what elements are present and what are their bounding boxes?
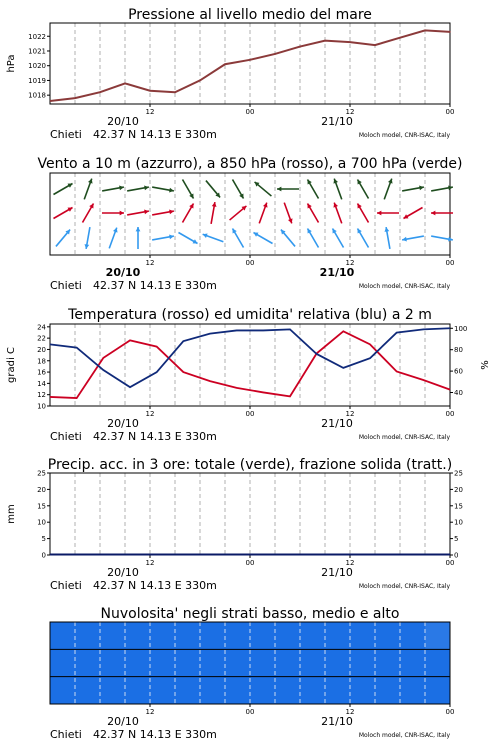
panel-wind bbox=[37, 156, 462, 292]
wind-arrow bbox=[308, 179, 319, 198]
cloud-cell bbox=[400, 677, 425, 704]
pressure-point bbox=[224, 63, 226, 65]
pressure-point bbox=[74, 97, 76, 99]
location-name: Chieti bbox=[50, 430, 82, 443]
cloud-cell bbox=[325, 677, 350, 704]
wind-arrow bbox=[102, 185, 124, 190]
x-tick-label: 12 bbox=[145, 410, 155, 418]
y-tick-label: 20 bbox=[37, 345, 46, 354]
y-tick-label: 1021 bbox=[28, 47, 46, 56]
plot-frame bbox=[50, 473, 450, 555]
wind-arrow bbox=[358, 228, 369, 247]
wind-arrow bbox=[358, 179, 369, 198]
cloud-cell bbox=[200, 622, 225, 649]
cloud-cell bbox=[275, 677, 300, 704]
wind-arrow bbox=[277, 187, 299, 192]
y-tick-label: 5 bbox=[41, 535, 46, 544]
wind-arrow bbox=[384, 179, 392, 200]
x-tick-label: 12 bbox=[145, 559, 155, 567]
wind-arrow bbox=[53, 208, 72, 219]
pressure-point bbox=[274, 53, 276, 55]
cloud-cell bbox=[400, 622, 425, 649]
y-right-tick-label: 60 bbox=[454, 367, 463, 376]
y-tick-label: 22 bbox=[37, 334, 46, 343]
y-right-tick-label: 5 bbox=[454, 535, 459, 544]
y-tick-label: 25 bbox=[37, 469, 46, 478]
pressure-point bbox=[149, 90, 151, 92]
cloud-cell bbox=[75, 622, 100, 649]
y-tick-label: 24 bbox=[37, 323, 46, 332]
date-label: 20/10 bbox=[107, 566, 139, 579]
wind-arrow bbox=[152, 187, 174, 192]
y-right-tick-label: 10 bbox=[454, 518, 463, 527]
y-tick-label: 15 bbox=[37, 502, 46, 511]
date-label: 20/10 bbox=[107, 715, 139, 728]
wind-arrow bbox=[358, 203, 369, 222]
x-tick-label: 12 bbox=[145, 708, 155, 716]
date-label: 21/10 bbox=[319, 266, 355, 279]
y-right-tick-label: 0 bbox=[454, 551, 459, 560]
y-right-tick-label: 15 bbox=[454, 502, 463, 511]
pressure-point bbox=[174, 91, 176, 93]
pressure-point bbox=[374, 44, 376, 46]
x-tick-label: 00 bbox=[245, 108, 255, 116]
y-tick-label: 12 bbox=[37, 391, 46, 400]
pressure-point bbox=[124, 83, 126, 85]
wind-arrow bbox=[333, 179, 341, 200]
y-axis-label: gradi C bbox=[6, 347, 17, 383]
cloud-cell bbox=[425, 622, 450, 649]
model-credit: Moloch model, CNR-ISAC, Italy bbox=[358, 434, 450, 441]
cloud-cell bbox=[275, 622, 300, 649]
wind-arrow bbox=[377, 211, 399, 216]
location-coords: 42.37 N 14.13 E 330m bbox=[93, 279, 217, 292]
panel-temp_rh bbox=[6, 307, 491, 443]
model-credit: Moloch model, CNR-ISAC, Italy bbox=[358, 732, 450, 739]
pressure-point bbox=[99, 91, 101, 93]
x-tick-label: 12 bbox=[345, 259, 355, 267]
y-tick-label: 0 bbox=[41, 551, 46, 560]
location-coords: 42.37 N 14.13 E 330m bbox=[93, 728, 217, 741]
cloud-cell bbox=[225, 677, 250, 704]
cloud-cell bbox=[325, 622, 350, 649]
model-credit: Moloch model, CNR-ISAC, Italy bbox=[358, 583, 450, 590]
wind-arrow bbox=[152, 209, 174, 214]
y-right-tick-label: 40 bbox=[454, 389, 463, 398]
cloud-cell bbox=[125, 649, 150, 676]
cloud-cell bbox=[350, 622, 375, 649]
date-label: 21/10 bbox=[321, 115, 353, 128]
location-name: Chieti bbox=[50, 579, 82, 592]
y-tick-label: 1020 bbox=[28, 62, 46, 71]
date-label: 21/10 bbox=[321, 715, 353, 728]
wind-arrow bbox=[127, 209, 149, 214]
wind-arrow bbox=[102, 211, 124, 216]
location-name: Chieti bbox=[50, 128, 82, 141]
wind-arrow bbox=[56, 230, 70, 247]
cloud-cell bbox=[125, 622, 150, 649]
y-axis-label: mm bbox=[6, 504, 17, 524]
cloud-cell bbox=[100, 649, 125, 676]
location-name: Chieti bbox=[50, 279, 82, 292]
cloud-cell bbox=[100, 622, 125, 649]
cloud-cell bbox=[200, 677, 225, 704]
wind-arrow-head bbox=[277, 187, 281, 192]
cloud-cell bbox=[250, 622, 275, 649]
location-coords: 42.37 N 14.13 E 330m bbox=[93, 128, 217, 141]
cloud-cell bbox=[175, 622, 200, 649]
y-tick-label: 20 bbox=[37, 485, 46, 494]
pressure-point bbox=[324, 40, 326, 42]
panel-precip bbox=[6, 457, 463, 592]
model-credit: Moloch model, CNR-ISAC, Italy bbox=[358, 132, 450, 139]
wind-arrow bbox=[284, 203, 292, 224]
y-axis-label: hPa bbox=[6, 54, 17, 73]
panel-title: Temperatura (rosso) ed umidita' relativa (blu) a 2 m bbox=[68, 307, 432, 323]
cloud-cell bbox=[350, 677, 375, 704]
cloud-cell bbox=[375, 677, 400, 704]
cloud-cell bbox=[75, 677, 100, 704]
y-tick-label: 1018 bbox=[28, 91, 46, 100]
date-label: 21/10 bbox=[321, 566, 353, 579]
wind-arrow-head bbox=[120, 211, 124, 216]
wind-arrow bbox=[183, 203, 194, 222]
wind-arrow bbox=[402, 236, 424, 241]
x-tick-label: 00 bbox=[445, 559, 455, 567]
wind-arrow bbox=[178, 233, 197, 244]
x-tick-label: 00 bbox=[445, 410, 455, 418]
location-name: Chieti bbox=[50, 728, 82, 741]
wind-arrow bbox=[233, 179, 244, 198]
cloud-cell bbox=[325, 649, 350, 676]
wind-arrow bbox=[211, 202, 216, 224]
y-tick-label: 10 bbox=[37, 402, 46, 411]
wind-arrow bbox=[152, 234, 174, 239]
y-right-tick-label: 80 bbox=[454, 346, 463, 355]
x-tick-label: 00 bbox=[245, 559, 255, 567]
cloud-cell bbox=[300, 677, 325, 704]
cloud-cell bbox=[250, 649, 275, 676]
date-label: 21/10 bbox=[321, 417, 353, 430]
cloud-cell bbox=[225, 622, 250, 649]
date-label: 20/10 bbox=[107, 417, 139, 430]
panel-title: Vento a 10 m (azzurro), a 850 hPa (rosso), a 700 hPa (verde) bbox=[37, 156, 463, 172]
wind-arrow bbox=[109, 228, 117, 249]
wind-arrow bbox=[255, 182, 272, 196]
y-tick-label: 10 bbox=[37, 518, 46, 527]
wind-arrow bbox=[206, 181, 220, 198]
y-right-tick-label: 25 bbox=[454, 469, 463, 478]
y-right-tick-label: 100 bbox=[454, 324, 468, 333]
wind-arrow bbox=[230, 206, 247, 220]
location-coords: 42.37 N 14.13 E 330m bbox=[93, 579, 217, 592]
wind-arrow bbox=[83, 203, 94, 222]
cloud-cell bbox=[350, 649, 375, 676]
y-tick-label: 14 bbox=[37, 379, 46, 388]
model-credit: Moloch model, CNR-ISAC, Italy bbox=[358, 283, 450, 290]
x-tick-label: 12 bbox=[145, 108, 155, 116]
cloud-cell bbox=[75, 649, 100, 676]
panel-title: Nuvolosita' negli strati basso, medio e alto bbox=[100, 606, 400, 622]
pressure-point bbox=[299, 46, 301, 48]
wind-arrow bbox=[402, 185, 424, 190]
wind-arrow bbox=[308, 228, 319, 247]
location-coords: 42.37 N 14.13 E 330m bbox=[93, 430, 217, 443]
wind-arrow bbox=[84, 179, 92, 200]
y-tick-label: 16 bbox=[37, 368, 46, 377]
wind-arrow bbox=[281, 230, 295, 247]
x-tick-label: 00 bbox=[245, 259, 255, 267]
x-tick-label: 00 bbox=[445, 108, 455, 116]
wind-arrow bbox=[403, 208, 422, 219]
x-tick-label: 12 bbox=[345, 559, 355, 567]
wind-arrow bbox=[253, 233, 272, 244]
x-tick-label: 00 bbox=[245, 410, 255, 418]
cloud-cell bbox=[150, 649, 175, 676]
pressure-point bbox=[399, 37, 401, 39]
wind-arrow bbox=[183, 179, 194, 198]
cloud-cell bbox=[50, 622, 75, 649]
x-tick-label: 12 bbox=[345, 108, 355, 116]
wind-arrow bbox=[136, 227, 141, 249]
cloud-cell bbox=[250, 677, 275, 704]
wind-arrow bbox=[203, 233, 224, 241]
panel-title: Pressione al livello medio del mare bbox=[128, 7, 372, 23]
cloud-cell bbox=[300, 622, 325, 649]
cloud-cell bbox=[200, 649, 225, 676]
y-tick-label: 1019 bbox=[28, 76, 46, 85]
x-tick-label: 00 bbox=[445, 259, 455, 267]
pressure-point bbox=[199, 80, 201, 82]
pressure-point bbox=[249, 59, 251, 61]
cloud-cell bbox=[425, 649, 450, 676]
panel-cloud bbox=[50, 606, 454, 741]
pressure-point bbox=[349, 41, 351, 43]
cloud-cell bbox=[100, 677, 125, 704]
y-tick-label: 18 bbox=[37, 357, 46, 366]
x-tick-label: 12 bbox=[345, 410, 355, 418]
y-right-axis-label: % bbox=[480, 360, 491, 370]
y-right-tick-label: 20 bbox=[454, 485, 463, 494]
wind-arrow bbox=[233, 228, 244, 247]
plot-frame bbox=[50, 23, 450, 104]
cloud-cell bbox=[50, 677, 75, 704]
cloud-cell bbox=[275, 649, 300, 676]
x-tick-label: 12 bbox=[145, 259, 155, 267]
x-tick-label: 12 bbox=[345, 708, 355, 716]
cloud-cell bbox=[300, 649, 325, 676]
cloud-cell bbox=[150, 622, 175, 649]
y-tick-label: 1022 bbox=[28, 32, 46, 41]
cloud-cell bbox=[225, 649, 250, 676]
cloud-cell bbox=[125, 677, 150, 704]
cloud-cell bbox=[175, 677, 200, 704]
pressure-point bbox=[449, 31, 451, 33]
cloud-cell bbox=[400, 649, 425, 676]
humidity-series bbox=[50, 328, 450, 387]
cloud-cell bbox=[425, 677, 450, 704]
cloud-cell bbox=[375, 622, 400, 649]
pressure-point bbox=[424, 30, 426, 32]
cloud-cell bbox=[50, 649, 75, 676]
wind-arrow bbox=[333, 228, 344, 247]
wind-arrow-head bbox=[377, 211, 381, 216]
panel-pressure bbox=[6, 7, 454, 141]
wind-arrow bbox=[384, 227, 389, 249]
cloud-cell bbox=[375, 649, 400, 676]
cloud-cell bbox=[150, 677, 175, 704]
date-label: 20/10 bbox=[105, 266, 141, 279]
date-label: 20/10 bbox=[107, 115, 139, 128]
wind-arrow bbox=[308, 203, 319, 222]
wind-arrow-head bbox=[431, 211, 435, 216]
wind-arrow bbox=[53, 184, 72, 195]
wind-arrow bbox=[333, 203, 341, 224]
wind-arrow bbox=[84, 227, 89, 249]
x-tick-label: 00 bbox=[245, 708, 255, 716]
cloud-cell bbox=[175, 649, 200, 676]
wind-arrow bbox=[259, 203, 267, 224]
panel-title: Precip. acc. in 3 ore: totale (verde), frazione solida (tratt.) bbox=[47, 457, 453, 473]
x-tick-label: 00 bbox=[445, 708, 455, 716]
wind-arrow bbox=[127, 185, 149, 190]
wind-arrow-head bbox=[136, 227, 141, 231]
